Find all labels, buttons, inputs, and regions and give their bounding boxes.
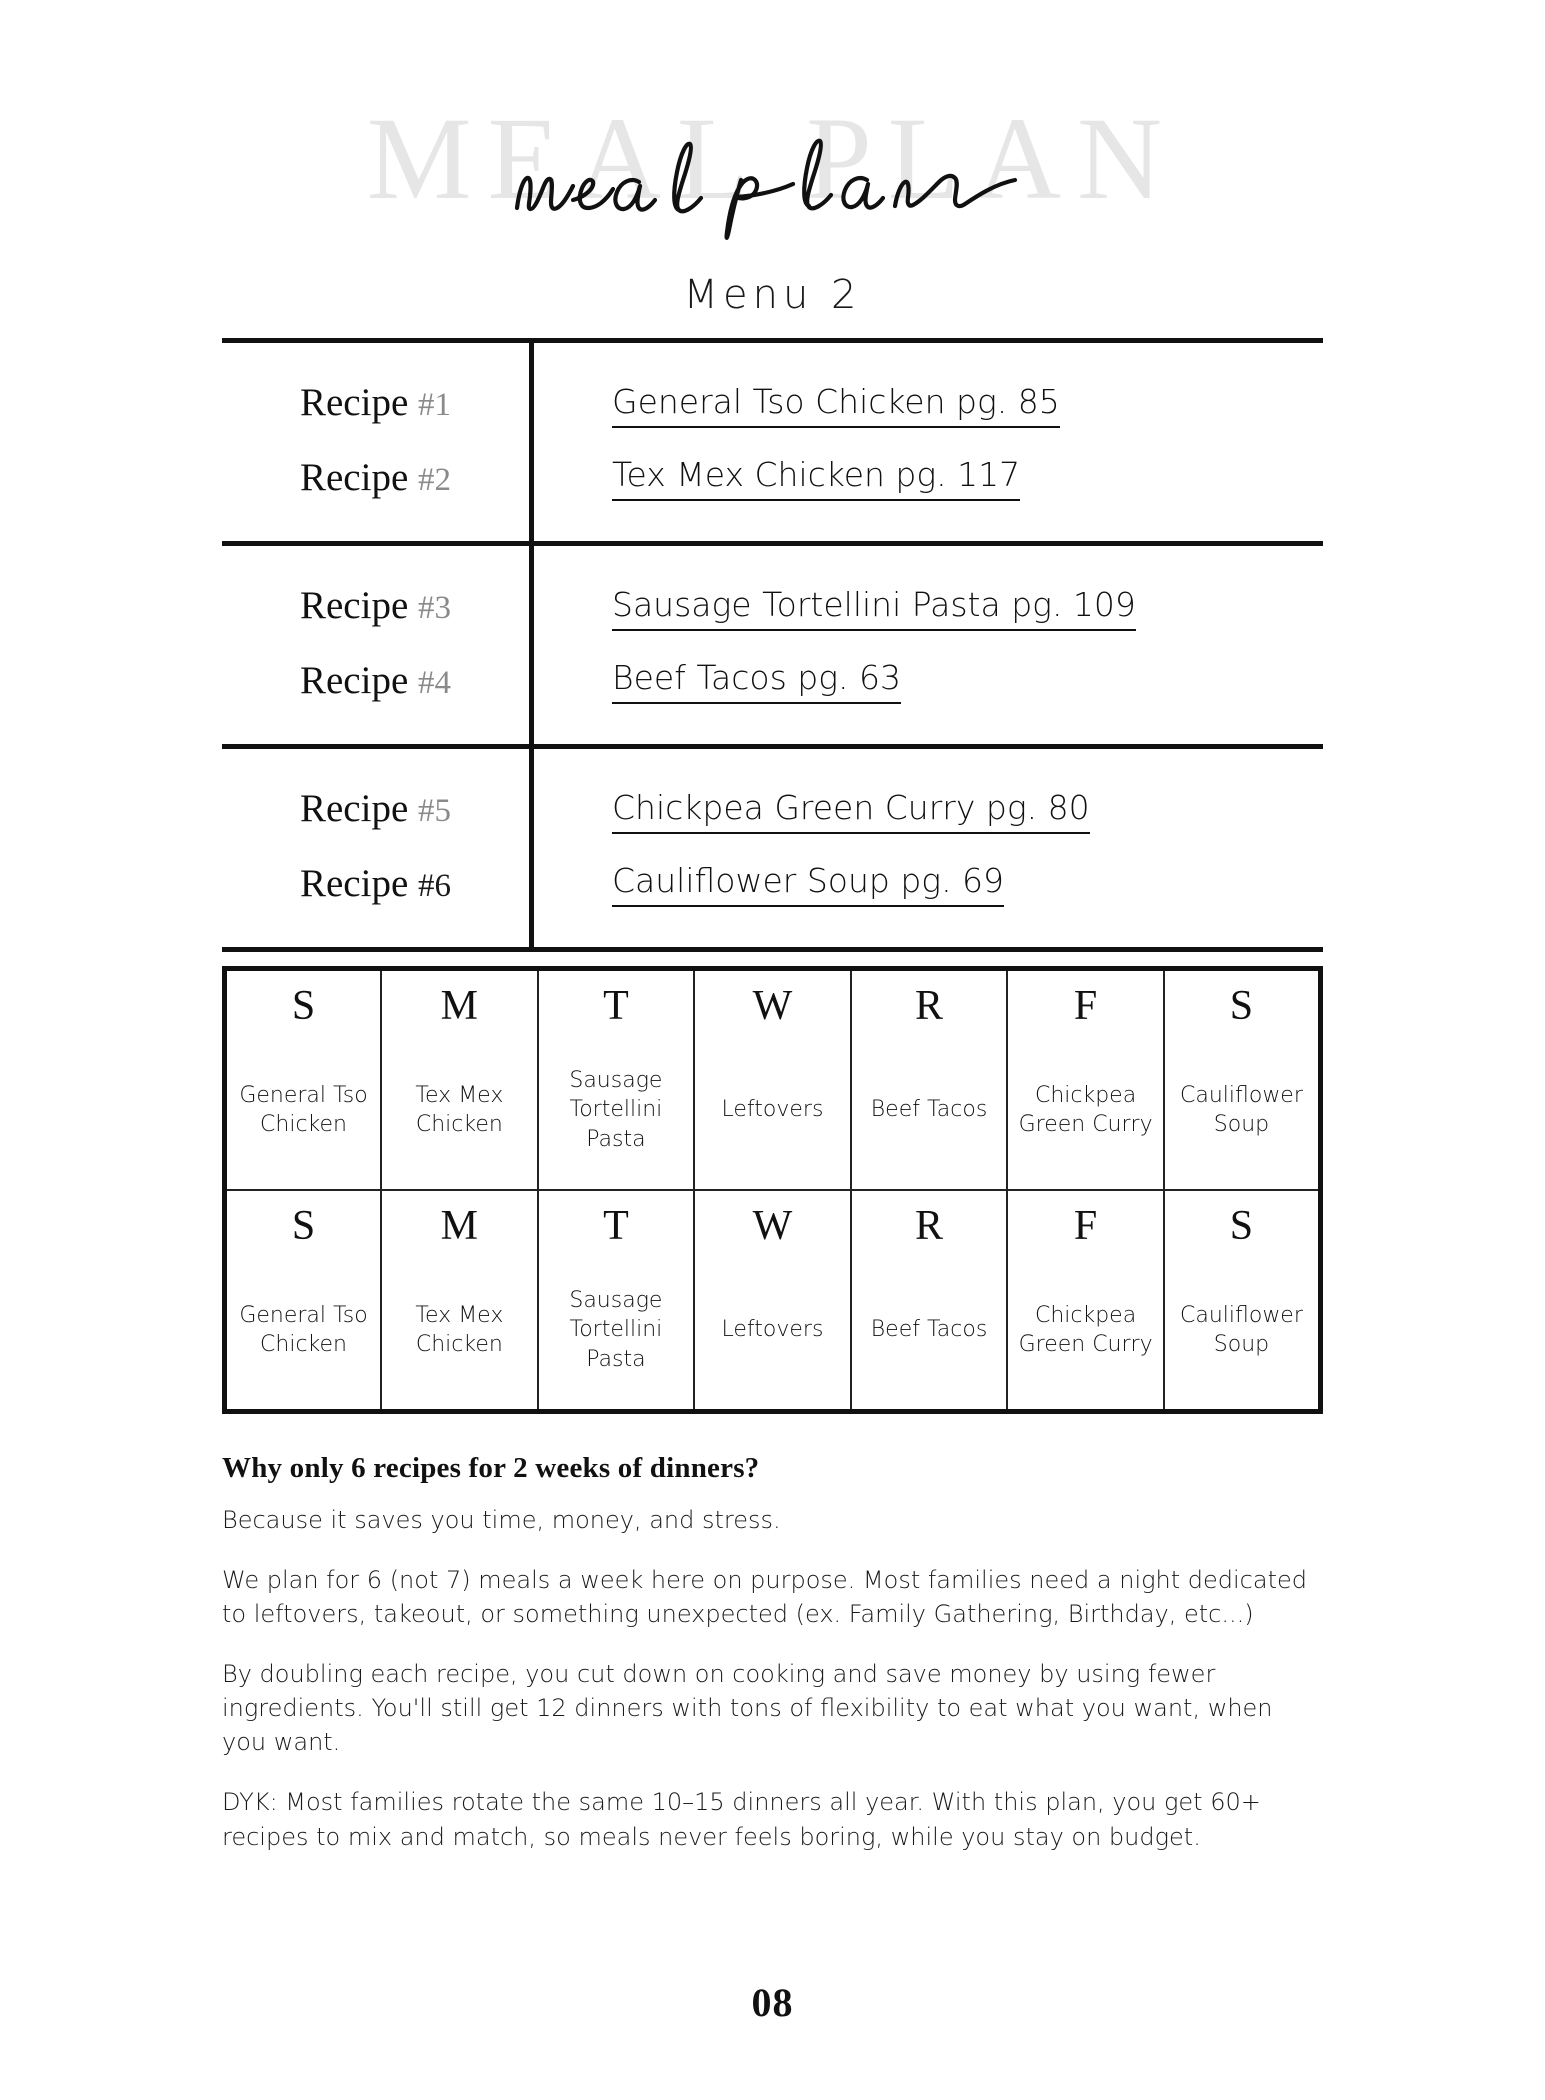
day-letter: W — [752, 1203, 793, 1249]
recipe-label-4 — [222, 643, 529, 718]
recipe-title-4[interactable] — [534, 641, 1323, 714]
day-letter: S — [291, 983, 316, 1029]
calendar-week-1 — [225, 969, 1321, 1191]
ghost-title: MEAL PLAN — [366, 93, 1179, 224]
calendar-cell[interactable] — [1007, 969, 1164, 1191]
calendar-cell[interactable] — [381, 1190, 538, 1412]
day-letter: R — [915, 983, 944, 1029]
explainer-section — [222, 1452, 1323, 1854]
recipe-number: #4 — [418, 665, 452, 701]
meal-plan-page — [0, 93, 1545, 2100]
recipe-title-text: Tex Mex Chicken pg. 117 — [612, 455, 1020, 501]
meal-name: Cauliflower Soup — [1179, 1082, 1303, 1137]
menu-subtitle: Menu 2 — [683, 272, 862, 318]
recipe-group — [222, 343, 1323, 546]
meal-name: Leftovers — [721, 1317, 824, 1343]
day-letter: M — [440, 1203, 479, 1249]
calendar-cell[interactable] — [1007, 1190, 1164, 1412]
recipe-number: #2 — [418, 462, 452, 498]
day-letter: R — [915, 1203, 944, 1249]
explainer-paragraph-1: Because it saves you time, money, and stress. — [222, 1506, 781, 1534]
recipe-label-text: Recipe — [299, 659, 409, 702]
meal-name: General Tso Chicken — [239, 1302, 368, 1357]
recipe-number: #1 — [418, 387, 452, 423]
recipe-label-text: Recipe — [299, 862, 409, 905]
recipe-title-6[interactable] — [534, 844, 1323, 917]
meal-name: General Tso Chicken — [239, 1082, 368, 1137]
meal-name: Tex Mex Chicken — [415, 1302, 504, 1357]
recipe-label-text: Recipe — [299, 787, 409, 830]
weekly-calendar — [222, 966, 1323, 1414]
day-letter: S — [1229, 1203, 1254, 1249]
recipe-title-text: General Tso Chicken pg. 85 — [612, 382, 1060, 428]
meal-name: Beef Tacos — [870, 1317, 988, 1343]
explainer-paragraph-3: By doubling each recipe, you cut down on cooking and save money by using fewer ingredients. You'll still get 12 dinners with tons of flexibility to eat what you want, when you want. — [222, 1660, 1273, 1757]
recipe-group — [222, 546, 1323, 749]
day-letter: S — [291, 1203, 316, 1249]
recipe-label-text: Recipe — [299, 381, 409, 424]
recipe-group — [222, 749, 1323, 952]
recipe-title-5[interactable] — [534, 771, 1323, 844]
meal-name: Sausage Tortellini Pasta — [569, 1068, 663, 1152]
recipe-title-1[interactable] — [534, 365, 1323, 438]
recipe-label-1 — [222, 365, 529, 440]
meal-name: Leftovers — [721, 1097, 824, 1123]
calendar-cell[interactable] — [538, 969, 695, 1191]
recipe-number: #3 — [418, 590, 452, 626]
calendar-cell[interactable] — [694, 969, 851, 1191]
recipe-list — [222, 338, 1323, 952]
calendar-cell[interactable] — [851, 969, 1008, 1191]
recipe-number: #6 — [418, 868, 452, 904]
recipe-labels-column — [222, 546, 534, 744]
day-letter: F — [1073, 1203, 1098, 1249]
calendar-cell[interactable] — [225, 1190, 382, 1412]
page-header — [0, 93, 1545, 318]
recipe-title-3[interactable] — [534, 568, 1323, 641]
day-letter: T — [603, 983, 629, 1029]
page-number: 08 — [751, 1980, 794, 2025]
recipe-label-6 — [222, 846, 529, 921]
recipe-titles-column — [534, 546, 1323, 744]
recipe-labels-column — [222, 343, 534, 541]
script-title — [0, 122, 1545, 246]
recipe-label-text: Recipe — [299, 456, 409, 499]
recipe-title-2[interactable] — [534, 438, 1323, 511]
recipe-title-text: Sausage Tortellini Pasta pg. 109 — [612, 585, 1136, 631]
day-letter: T — [603, 1203, 629, 1249]
meal-name: Chickpea Green Curry — [1018, 1302, 1153, 1357]
day-letter: M — [440, 983, 479, 1029]
calendar-week-2 — [225, 1190, 1321, 1412]
recipe-number: #5 — [418, 793, 452, 829]
calendar-cell[interactable] — [851, 1190, 1008, 1412]
meal-name: Chickpea Green Curry — [1018, 1082, 1153, 1137]
calendar-cell[interactable] — [225, 969, 382, 1191]
explainer-paragraph-2: We plan for 6 (not 7) meals a week here on purpose. Most families need a night dedicated to leftovers, takeout, or something unexpected (ex. Family Gathering, Birthday, etc...) — [222, 1566, 1307, 1629]
meal-name: Beef Tacos — [870, 1097, 988, 1123]
day-letter: F — [1073, 983, 1098, 1029]
meal-name: Cauliflower Soup — [1179, 1302, 1303, 1357]
recipe-title-text: Beef Tacos pg. 63 — [612, 658, 901, 704]
day-letter: S — [1229, 983, 1254, 1029]
recipe-title-text: Cauliflower Soup pg. 69 — [612, 861, 1004, 907]
recipe-label-3 — [222, 568, 529, 643]
calendar-cell[interactable] — [381, 969, 538, 1191]
recipe-labels-column — [222, 749, 534, 947]
recipe-label-2 — [222, 440, 529, 515]
recipe-title-text: Chickpea Green Curry pg. 80 — [612, 788, 1090, 834]
calendar-cell[interactable] — [1164, 1190, 1321, 1412]
recipe-label-5 — [222, 771, 529, 846]
recipe-titles-column — [534, 749, 1323, 947]
meal-name: Sausage Tortellini Pasta — [569, 1288, 663, 1372]
calendar-cell[interactable] — [694, 1190, 851, 1412]
recipe-titles-column — [534, 343, 1323, 541]
explainer-heading: Why only 6 recipes for 2 weeks of dinners? — [222, 1452, 760, 1484]
calendar-cell[interactable] — [1164, 969, 1321, 1191]
script-title-svg — [503, 122, 1043, 242]
explainer-paragraph-4: DYK: Most families rotate the same 10–15 dinners all year. With this plan, you get 60+ recipes to mix and match, so meals never feels boring, while you stay on budget. — [222, 1788, 1261, 1851]
day-letter: W — [752, 983, 793, 1029]
calendar-cell[interactable] — [538, 1190, 695, 1412]
recipe-label-text: Recipe — [299, 584, 409, 627]
meal-name: Tex Mex Chicken — [415, 1082, 504, 1137]
